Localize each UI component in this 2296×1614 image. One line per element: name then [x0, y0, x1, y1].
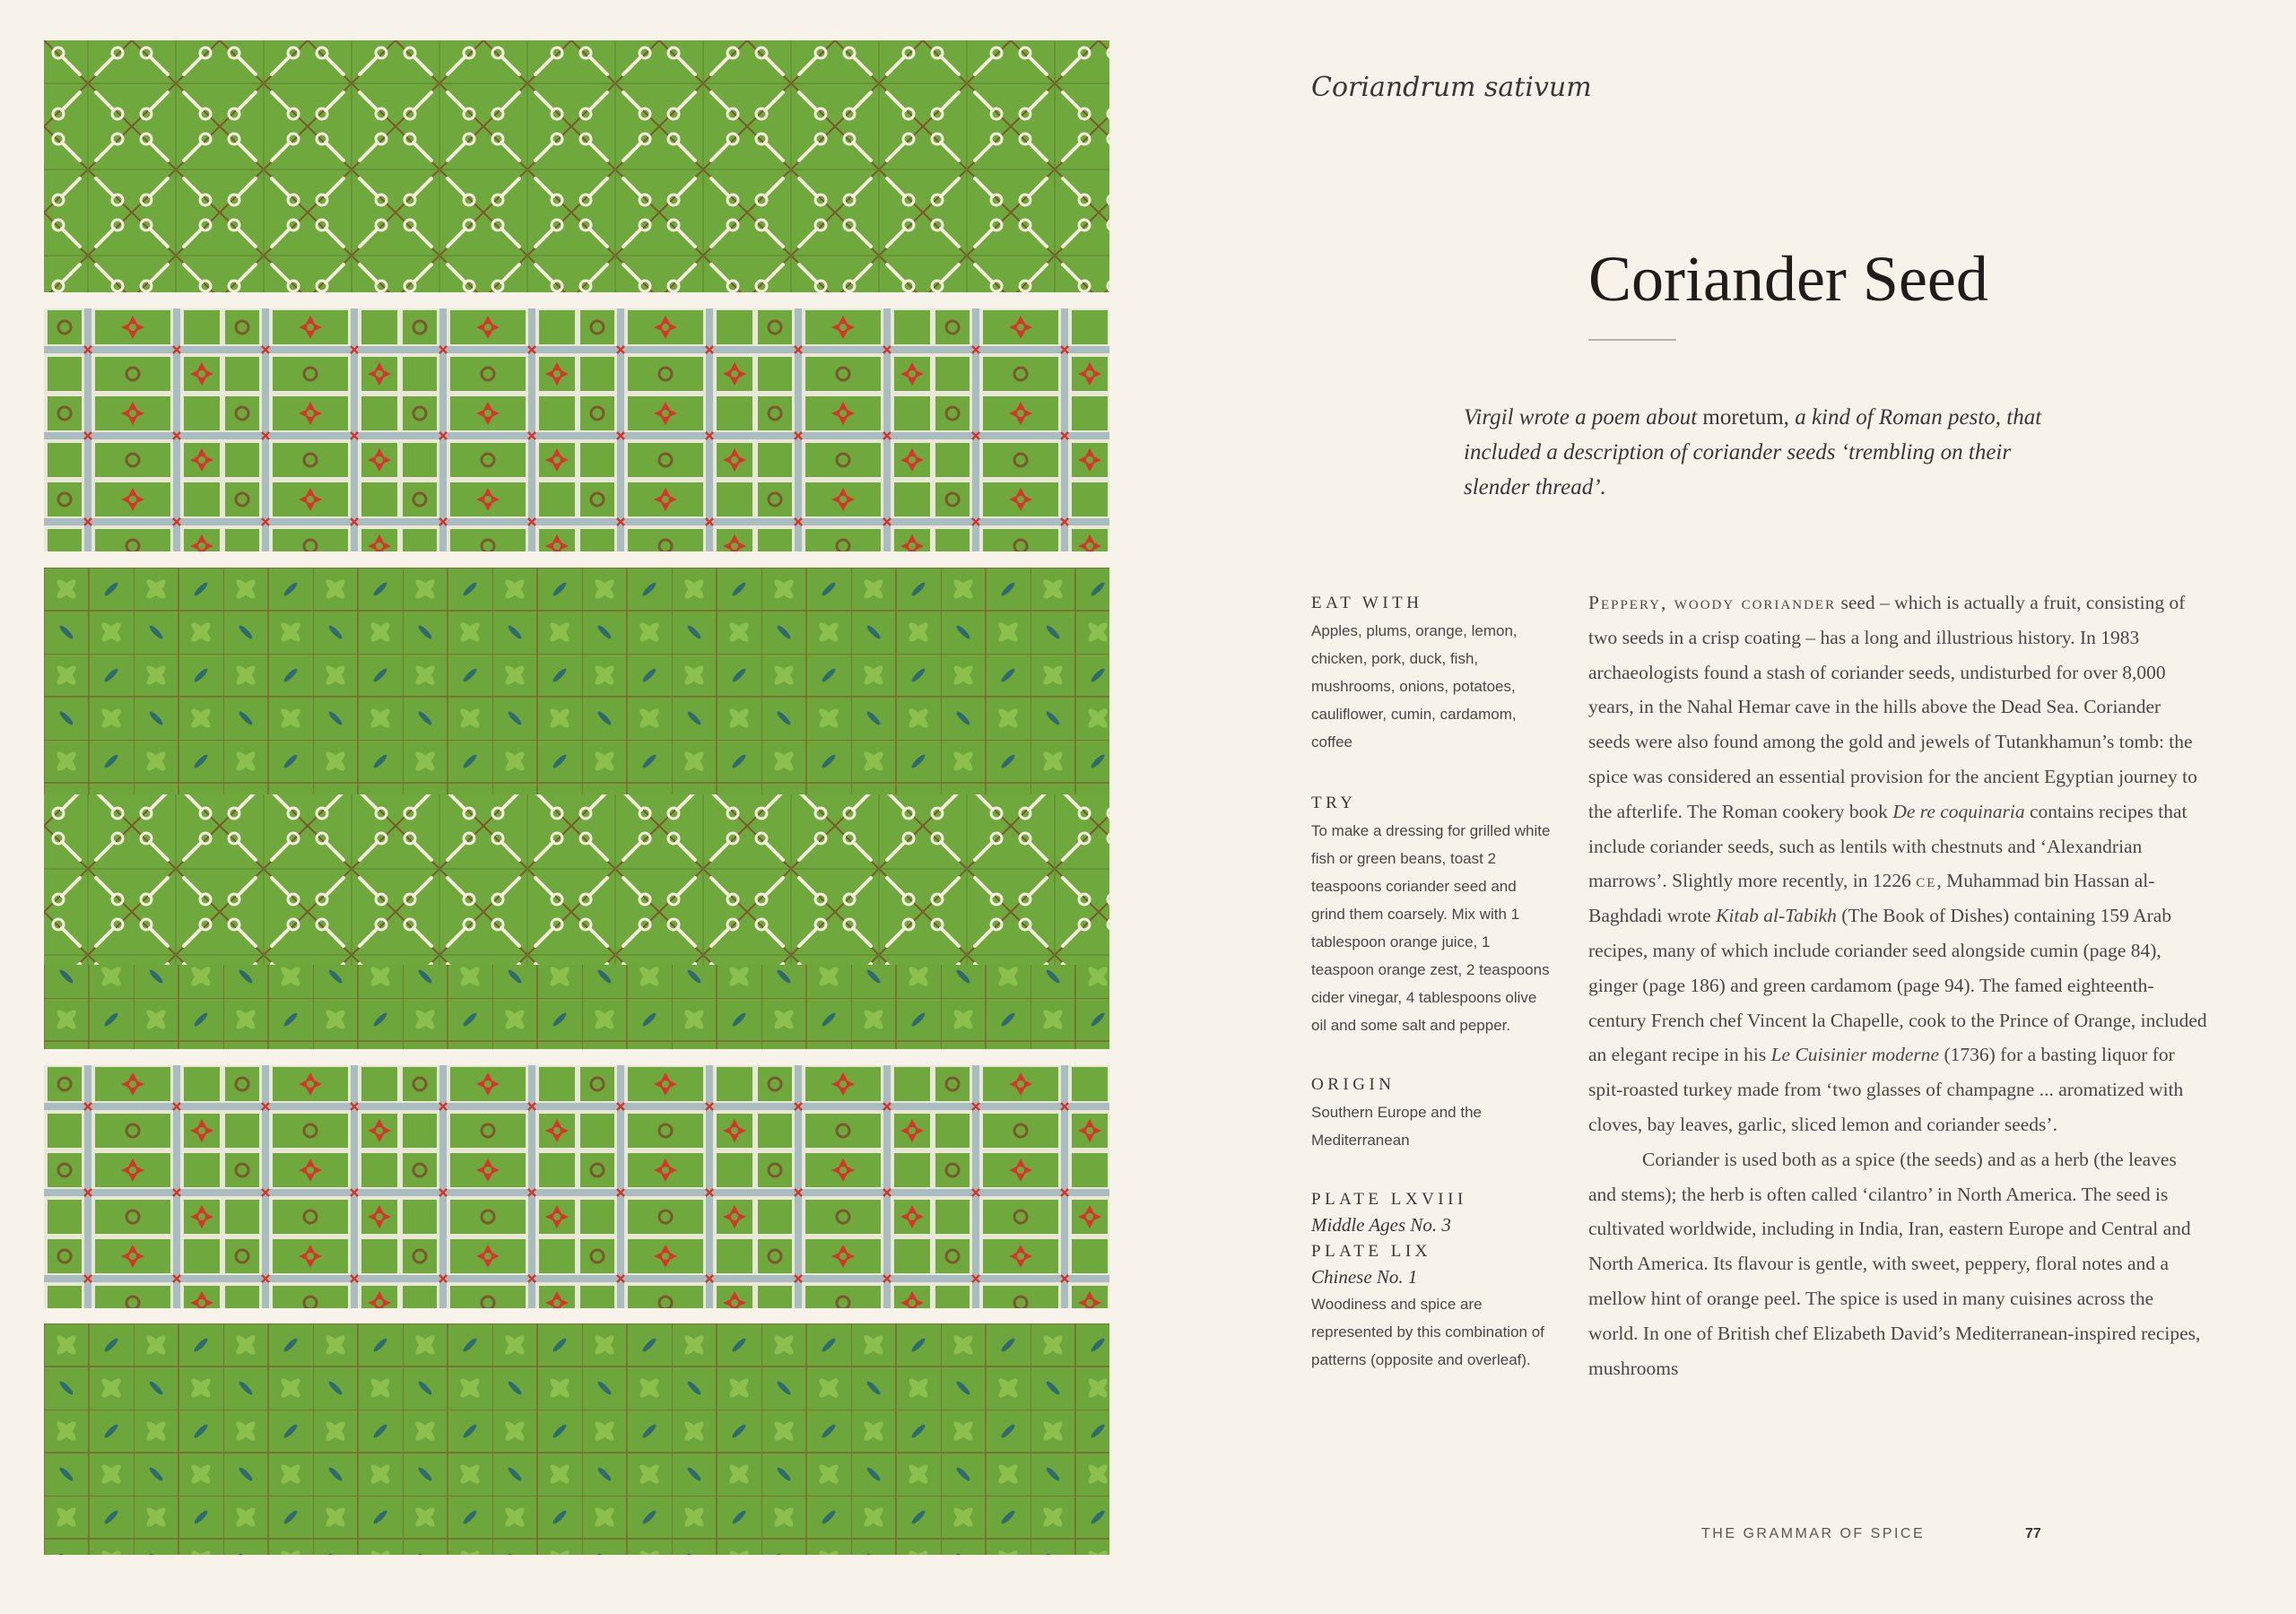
running-footer-title: THE GRAMMAR OF SPICE [1701, 1526, 1926, 1541]
title-divider [1588, 339, 1676, 341]
try-text: To make a dressing for grilled white fish or green beans, toast 2 teaspoons coriander seed and grind them coarsely. Mix with 1 tablespoon orange juice, 1 teaspoon orange zest, 2 teaspoons cider vinegar, 4 tablespoons olive oil and some salt and pepper. [1311, 822, 1551, 1034]
body-text-run: seed – which is actually a fruit, consisting of two seeds in a crisp coating – has a long and illustrious history. In 1983 archaeologists found a stash of coriander seeds, undisturbed for over 8,000 years, in the Nahal Hemar cave in the hills above the Dead Sea. Coriander seeds were also found among the gold and jewels of Tutankhamun’s tomb: the spice was considered an essential provision for the ancient Egyptian journey to the afterlife. The Roman cookery book [1588, 592, 2197, 822]
plate-2-label: PLATE LIX [1311, 1242, 1431, 1261]
body-paragraph-1 [1588, 586, 2207, 1142]
body-text [1588, 586, 2207, 1385]
book-title-kitab-al-tabikh: Kitab al-Tabikh [1716, 905, 1837, 927]
pattern-strip-leaf-middle [44, 568, 1109, 1049]
body-text-run: (1736) for a basting liquor for spit-roasted turkey made from ‘two glasses of champagne ... aromatized with cloves, bay leaves, garlic, sliced lemon and coriander seeds’. [1588, 1044, 2184, 1135]
body-text-run: (The Book of Dishes) containing 159 Arab recipes, many of which include coriander seed alongside cumin (page 84), ginger (page 186) and green cardamom (page 94). The famed eighteenth-century French chef Vincent la Chapelle, cook to the Prince of Orange, included an elegant recipe in his [1588, 905, 2207, 1066]
pattern-strip-squares-bottom [44, 1065, 1109, 1308]
pattern-strip-leaf-bottom [44, 1323, 1109, 1555]
lead-caps: Peppery, woody coriander [1588, 592, 1837, 613]
quote-text-1: Virgil wrote a poem about [1464, 405, 1703, 430]
plate-note: Woodiness and spice are represented by this combination of patterns (opposite and overleaf). [1311, 1296, 1544, 1368]
pattern-strip-squares-top [44, 308, 1109, 551]
try-heading: TRY [1311, 794, 1357, 812]
page-number: 77 [2025, 1526, 2041, 1541]
origin-text: Southern Europe and the Mediterranean [1311, 1104, 1482, 1149]
species-name: Coriandrum sativum [1311, 72, 1592, 103]
sidebar [1311, 592, 1553, 1374]
quote-word: moretum, [1702, 405, 1789, 430]
quote-text-2: a kind of Roman pesto, that included a description of coriander seeds ‘trembling on their slender thread’. [1464, 405, 2042, 499]
origin-heading: ORIGIN [1311, 1075, 1396, 1094]
plate-1-label: PLATE LXVIII [1311, 1190, 1467, 1209]
intro-quote [1464, 400, 2074, 505]
book-title-de-re-coquinaria: De re coquinaria [1892, 800, 2025, 822]
page-title: Coriander Seed [1588, 243, 1988, 315]
eat-with-heading: EAT WITH [1311, 594, 1423, 612]
plate-2-name: Chinese No. 1 [1311, 1266, 1418, 1288]
body-text-run: contains recipes that include coriander seeds, such as lentils with chestnuts and ‘Alexandrian marrows’. Slightly more recently, in 1226 [1588, 800, 2187, 892]
body-text-run: , Muhammad bin Hassan al-Baghdadi wrote [1588, 870, 2155, 927]
book-title-le-cuisinier-moderne: Le Cuisinier moderne [1770, 1044, 1940, 1066]
body-paragraph-2: Coriander is used both as a spice (the seeds) and as a herb (the leaves and stems); the herb is often called ‘cilantro’ in North America. The seed is cultivated worldwide, including in India, Iran, eastern Europe and Central and North America. Its flavour is gentle, with sweet, peppery, floral notes and a mellow hint of orange peel. The spice is used in many cuisines across the world. In one of British chef Elizabeth David’s Mediterranean-inspired recipes, mushrooms [1588, 1148, 2201, 1379]
plate-1-name: Middle Ages No. 3 [1311, 1214, 1451, 1236]
pattern-strip-lattice-top [44, 40, 1109, 292]
eat-with-text: Apples, plums, orange, lemon, chicken, pork, duck, fish, mushrooms, onions, potatoes, cauliflower, cumin, cardamom, coffee [1311, 622, 1518, 751]
era-abbrev: ce [1916, 870, 1937, 892]
